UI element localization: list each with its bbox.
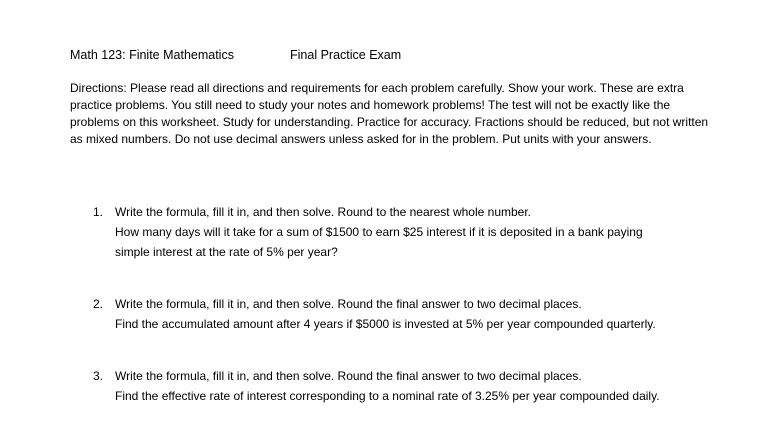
document-header [70,48,402,62]
problem-number: 1. [93,205,104,219]
directions-paragraph: Directions: Please read all directions and requirements for each problem carefully. Show your work. These are extra practice problems. You still need to study your notes and homework problems! The test will not be exactly like the problems on this worksheet. Study for understanding. Practice for accuracy. Fractions should be reduced, but not written as mixed numbers. Do not use decimal answers unless asked for in the problem. Put units with your answers. [70,81,709,146]
problem-number: 3. [93,369,104,383]
problem-number: 2. [93,297,104,311]
problem-question-line: How many days will it take for a sum of $1500 to earn $25 interest if it is deposited in a bank paying [115,225,643,239]
problem-question-line: Find the accumulated amount after 4 years if $5000 is invested at 5% per year compounded quarterly. [115,317,656,331]
problem-body [115,202,750,262]
problem-instruction: Write the formula, fill it in, and then solve. Round the final answer to two decimal places. [115,369,582,383]
problem-question-line: Find the effective rate of interest corresponding to a nominal rate of 3.25% per year compounded daily. [115,389,660,403]
course-title: Math 123: Finite Mathematics [70,48,234,62]
problem-body [115,366,750,406]
problem-question-line: simple interest at the rate of 5% per year? [115,245,338,259]
problem-body [115,294,750,334]
problem-instruction: Write the formula, fill it in, and then solve. Round the final answer to two decimal places. [115,297,582,311]
exam-title: Final Practice Exam [290,48,402,62]
problem-instruction: Write the formula, fill it in, and then solve. Round to the nearest whole number. [115,205,532,219]
